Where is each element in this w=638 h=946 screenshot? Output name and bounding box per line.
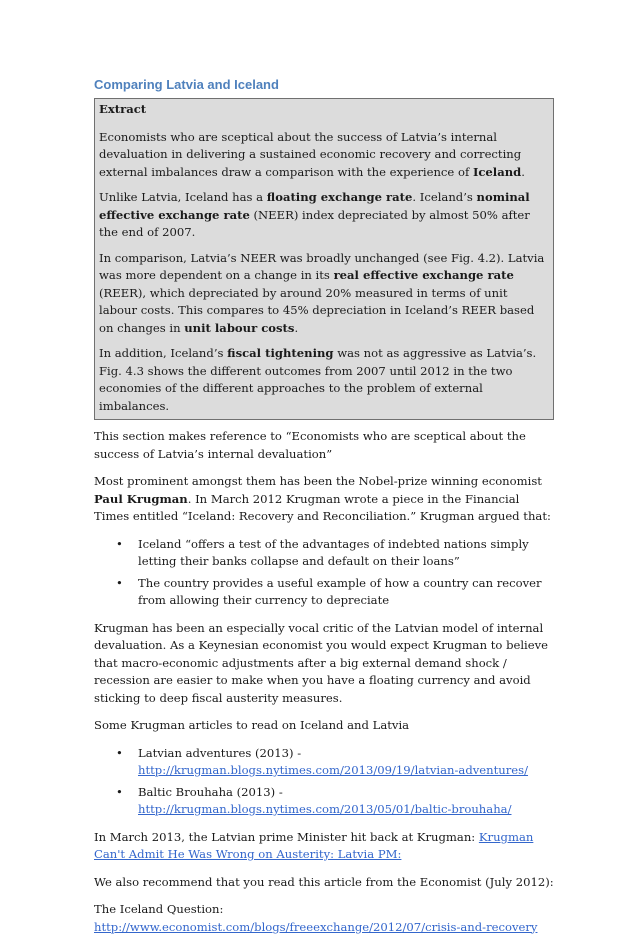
economist-article-link[interactable]: http://www.economist.com/blogs/freeexchange/2012/07/crisis-and-recovery bbox=[94, 919, 538, 934]
list-item bbox=[94, 784, 554, 819]
body-paragraph-7 bbox=[94, 901, 554, 936]
text-run: (NEER) index depreciated by almost 50% after the end of 2007. bbox=[99, 207, 530, 239]
text-run: . bbox=[294, 320, 299, 335]
body-paragraph-3: Krugman has been an especially vocal critic of the Latvian model of internal devaluation. As a Keynesian economist you would expect Krugman to believe that macro-economic adjustments after a big external demand shock / recession are easier to make when you have a floating currency and avoid sticking to deep fiscal austerity measures. bbox=[94, 620, 549, 705]
article-link-latvian-adventures[interactable]: http://krugman.blogs.nytimes.com/2013/09/19/latvian-adventures/ bbox=[138, 763, 529, 777]
text-run: (REER), which depreciated by around 20% measured in terms of unit labour costs. This compares to 45% depreciation in Iceland’s REER based on changes in bbox=[99, 285, 535, 335]
text-run: Economists who are sceptical about the success of Latvia’s internal devaluation in delivering a sustained economic recovery and correcting external imbalances draw a comparison with the experience of bbox=[99, 129, 522, 179]
latvia-pm-article-link[interactable]: Krugman Can't Admit He Was Wrong on Austerity: Latvia PM: bbox=[94, 829, 534, 861]
list-item-text: The country provides a useful example of how a country can recover from allowing their currency to depreciate bbox=[138, 575, 542, 607]
list-item bbox=[94, 575, 554, 610]
text-run: . bbox=[521, 164, 525, 179]
bullet-icon: • bbox=[116, 784, 123, 799]
section-heading: Comparing Latvia and Iceland bbox=[94, 77, 279, 92]
extract-title: Extract bbox=[99, 102, 147, 116]
article-label: Baltic Brouhaha (2013) - bbox=[138, 784, 283, 799]
body-paragraph-4: Some Krugman articles to read on Iceland and Latvia bbox=[94, 718, 410, 732]
bold-run: real effective exchange rate bbox=[333, 268, 514, 282]
text-run: The Iceland Question: bbox=[94, 902, 224, 916]
bold-run: nominal effective exchange rate bbox=[99, 190, 530, 222]
bold-run: fiscal tightening bbox=[227, 346, 334, 360]
extract-paragraph-3 bbox=[99, 250, 549, 338]
text-run: Unlike Latvia, Iceland has a bbox=[99, 190, 267, 204]
bullet-icon: • bbox=[116, 745, 123, 760]
krugman-arguments-list bbox=[94, 536, 554, 610]
text-run: In comparison, Latvia’s NEER was broadly unchanged (see Fig. 4.2). Latvia was more dependent on a change in its bbox=[99, 250, 545, 282]
body-paragraph-1: This section makes reference to “Economists who are sceptical about the success of Latvia’s internal devaluation” bbox=[94, 429, 526, 461]
text-run: In addition, Iceland’s bbox=[99, 346, 228, 360]
body-paragraph-6: We also recommend that you read this article from the Economist (July 2012): bbox=[94, 874, 554, 889]
extract-paragraph-4 bbox=[99, 345, 549, 415]
articles-list bbox=[94, 745, 554, 819]
article-link-baltic-brouhaha[interactable]: http://krugman.blogs.nytimes.com/2013/05/01/baltic-brouhaha/ bbox=[138, 802, 512, 816]
bold-run: floating exchange rate bbox=[266, 190, 413, 204]
body-paragraph-2 bbox=[94, 473, 554, 526]
document-content bbox=[94, 76, 554, 946]
text-run: Most prominent amongst them has been the Nobel-prize winning economist bbox=[94, 474, 542, 488]
body-paragraph-5 bbox=[94, 829, 554, 864]
list-item-text: Iceland “offers a test of the advantages of indebted nations simply letting their banks collapse and default on their loans” bbox=[138, 536, 529, 568]
list-item bbox=[94, 536, 554, 571]
bold-run: Paul Krugman bbox=[94, 491, 188, 506]
extract-paragraph-2 bbox=[99, 189, 549, 242]
bullet-icon: • bbox=[116, 536, 123, 551]
extract-paragraph-1 bbox=[99, 129, 549, 182]
list-item bbox=[94, 745, 554, 780]
bold-run: Iceland bbox=[472, 164, 522, 179]
bold-run: unit labour costs bbox=[184, 320, 295, 335]
extract-box bbox=[94, 98, 554, 420]
article-label: Latvian adventures (2013) - bbox=[138, 745, 302, 760]
text-run: In March 2013, the Latvian prime Minister hit back at Krugman: bbox=[94, 829, 479, 844]
bullet-icon: • bbox=[116, 575, 123, 590]
text-run: . Iceland’s bbox=[412, 190, 477, 204]
text-run: was not as aggressive as Latvia’s. Fig. 4.3 shows the different outcomes from 2007 until 2012 in the two economies of the different approaches to the problem of external imbalances. bbox=[99, 346, 537, 413]
text-run: . In March 2012 Krugman wrote a piece in the Financial Times entitled “Iceland: Recovery and Reconciliation.” Krugman argued that: bbox=[94, 491, 551, 523]
body-text bbox=[94, 428, 554, 936]
